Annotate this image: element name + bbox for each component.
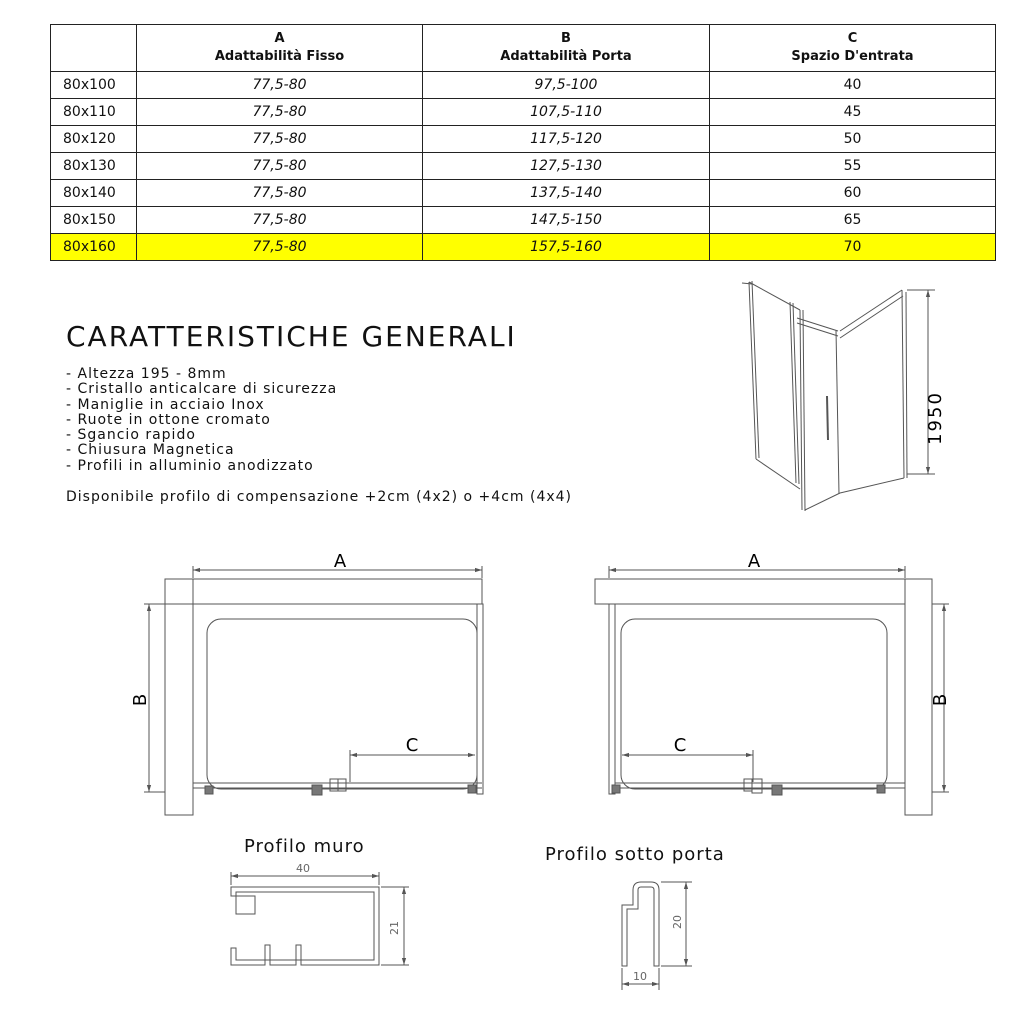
b-cell: 107,5-110 xyxy=(423,99,710,126)
plan-right-a-label: A xyxy=(747,551,761,572)
feature-item: - Maniglie in acciaio Inox xyxy=(66,396,265,413)
size-cell: 80x100 xyxy=(51,72,137,99)
feature-item: - Chiusura Magnetica xyxy=(66,442,235,459)
size-cell: 80x110 xyxy=(51,99,137,126)
c-cell: 65 xyxy=(710,207,996,234)
b-cell: 157,5-160 xyxy=(423,234,710,261)
shower-perspective-drawing xyxy=(742,281,935,511)
b-cell: 127,5-130 xyxy=(423,153,710,180)
feature-item: - Altezza 195 - 8mm xyxy=(66,366,227,382)
b-cell: 97,5-100 xyxy=(423,72,710,99)
feature-item: - Sgancio rapido xyxy=(66,427,196,444)
plan-left xyxy=(144,566,483,815)
plan-right-b-label: B xyxy=(930,693,951,707)
c-cell: 55 xyxy=(710,153,996,180)
wall-profile-height-label: 21 xyxy=(388,921,401,935)
a-cell: 77,5-80 xyxy=(137,234,423,261)
c-cell: 40 xyxy=(710,72,996,99)
c-cell: 50 xyxy=(710,126,996,153)
a-cell: 77,5-80 xyxy=(137,72,423,99)
plan-right-c-label: C xyxy=(673,735,687,756)
header-cell-a: A Adattabilità Fisso xyxy=(137,25,423,72)
a-cell: 77,5-80 xyxy=(137,99,423,126)
compensation-note: Disponibile profilo di compensazione +2cm (4x2) o +4cm (4x4) xyxy=(66,489,573,505)
plan-left-b-label: B xyxy=(130,693,151,707)
a-cell: 77,5-80 xyxy=(137,180,423,207)
feature-item: - Profili in alluminio anodizzato xyxy=(66,457,314,474)
plan-left-a-label: A xyxy=(333,551,347,572)
feature-item: - Cristallo anticalcare di sicurezza xyxy=(66,381,338,398)
c-cell: 45 xyxy=(710,99,996,126)
header-cell-c: C Spazio D'entrata xyxy=(710,25,996,72)
a-cell: 77,5-80 xyxy=(137,153,423,180)
b-cell: 137,5-140 xyxy=(423,180,710,207)
door-profile-width-label: 10 xyxy=(633,970,647,983)
size-cell: 80x150 xyxy=(51,207,137,234)
b-cell: 147,5-150 xyxy=(423,207,710,234)
wall-profile-width-label: 40 xyxy=(296,862,310,875)
perspective-height-label: 1950 xyxy=(925,391,946,445)
wall-profile-drawing xyxy=(231,872,409,965)
door-profile-height-label: 20 xyxy=(671,915,684,929)
b-cell: 117,5-120 xyxy=(423,126,710,153)
section-title: CARATTERISTICHE GENERALI xyxy=(66,320,517,353)
a-cell: 77,5-80 xyxy=(137,126,423,153)
size-cell: 80x160 xyxy=(51,234,137,261)
c-cell: 60 xyxy=(710,180,996,207)
wall-profile-title: Profilo muro xyxy=(244,836,365,857)
size-cell: 80x120 xyxy=(51,126,137,153)
plan-right xyxy=(595,566,949,815)
c-cell: 70 xyxy=(710,234,996,261)
door-profile-title: Profilo sotto porta xyxy=(545,844,725,865)
size-cell: 80x140 xyxy=(51,180,137,207)
feature-item: - Ruote in ottone cromato xyxy=(66,411,271,428)
a-cell: 77,5-80 xyxy=(137,207,423,234)
size-cell: 80x130 xyxy=(51,153,137,180)
header-cell-b: B Adattabilità Porta xyxy=(423,25,710,72)
plan-left-c-label: C xyxy=(405,735,419,756)
